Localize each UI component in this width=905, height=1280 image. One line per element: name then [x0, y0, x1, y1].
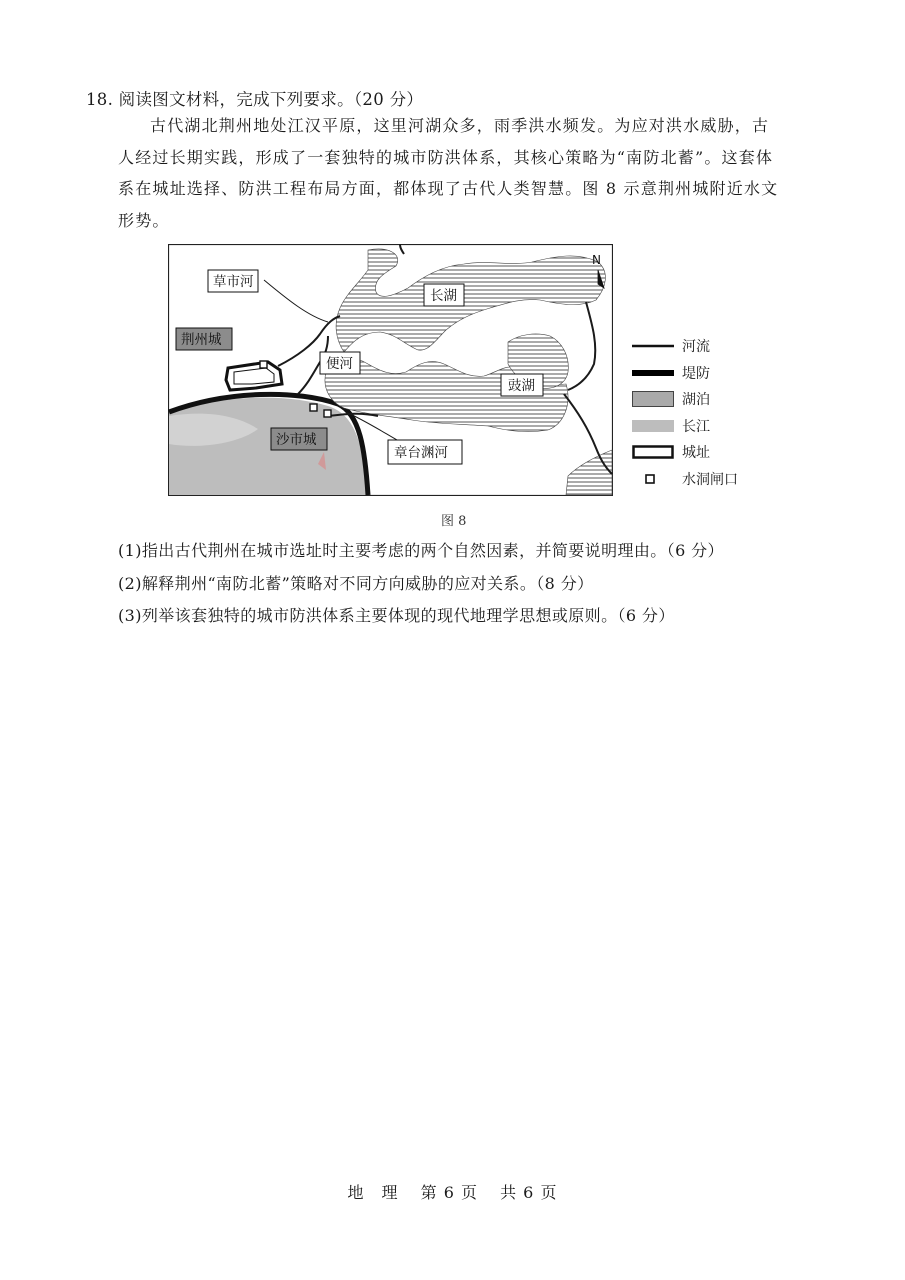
footer-total: 共 6 页	[500, 1183, 558, 1202]
yangtze-river	[169, 398, 368, 495]
map-legend	[632, 333, 738, 492]
label-zhangtai-river	[388, 440, 462, 464]
legend-item-levee: 堤防	[632, 360, 738, 387]
paragraph-line: 形势。	[118, 210, 170, 230]
sub-question-1: (1)指出古代荆州在城市选址时主要考虑的两个自然因素，并简要说明理由。（6 分）	[118, 541, 724, 560]
material-paragraph	[118, 110, 798, 236]
legend-item-river: 河流	[632, 333, 738, 360]
label-shashi-city	[271, 428, 327, 450]
paragraph-line: 人经过长期实践，形成了一套独特的城市防洪体系，其核心策略为“南防北蓄”。这套体	[118, 147, 774, 167]
svg-text:便河: 便河	[326, 356, 353, 372]
label-gu-lake	[501, 374, 543, 396]
legend-item-city: 城址	[632, 439, 738, 466]
legend-item-sluice: 水洞闸口	[632, 466, 738, 493]
lake-hatch-icon	[632, 391, 674, 407]
svg-text:草市河: 草市河	[213, 274, 254, 290]
footer-subject: 地 理	[347, 1183, 399, 1202]
hydrology-map	[168, 244, 613, 496]
legend-item-lake: 湖泊	[632, 386, 738, 413]
north-label: N	[592, 253, 601, 267]
sluice-gate	[310, 404, 317, 411]
page-footer	[0, 1180, 905, 1203]
sub-question-3: (3)列举该套独特的城市防洪体系主要体现的现代地理学思想或原则。（6 分）	[118, 606, 675, 625]
figure-caption: 图 8	[441, 514, 467, 529]
svg-text:荆州城: 荆州城	[181, 332, 222, 348]
label-jingzhou-city	[176, 328, 232, 350]
footer-page: 第 6 页	[420, 1183, 478, 1202]
river-line-icon	[632, 338, 674, 354]
levee-line-icon	[632, 365, 674, 381]
label-bian-river	[320, 352, 360, 374]
question-title: 18. 阅读图文材料，完成下列要求。（20 分）	[86, 90, 424, 109]
svg-text:章台渊河: 章台渊河	[394, 445, 448, 461]
sluice-gate	[260, 361, 267, 368]
sub-question-2: (2)解释荆州“南防北蓄”策略对不同方向威胁的应对关系。（8 分）	[118, 574, 594, 593]
label-chang-lake	[424, 284, 464, 306]
city-box-icon	[632, 444, 674, 460]
paragraph-line: 系在城址选择、防洪工程布局方面，都体现了古代人类智慧。图 8 示意荆州城附近水文	[118, 179, 779, 198]
svg-text:长湖: 长湖	[430, 288, 457, 304]
sluice-square-icon	[632, 471, 674, 487]
legend-item-yangtze: 长江	[632, 413, 738, 440]
svg-text:豉湖: 豉湖	[508, 378, 535, 394]
yangtze-fill-icon	[632, 418, 674, 434]
sluice-gate	[324, 410, 331, 417]
paragraph-line: 古代湖北荆州地处江汉平原，这里河湖众多，雨季洪水频发。为应对洪水威胁，古	[150, 116, 770, 135]
label-caoshi-river	[208, 270, 258, 292]
svg-text:沙市城: 沙市城	[276, 432, 317, 448]
